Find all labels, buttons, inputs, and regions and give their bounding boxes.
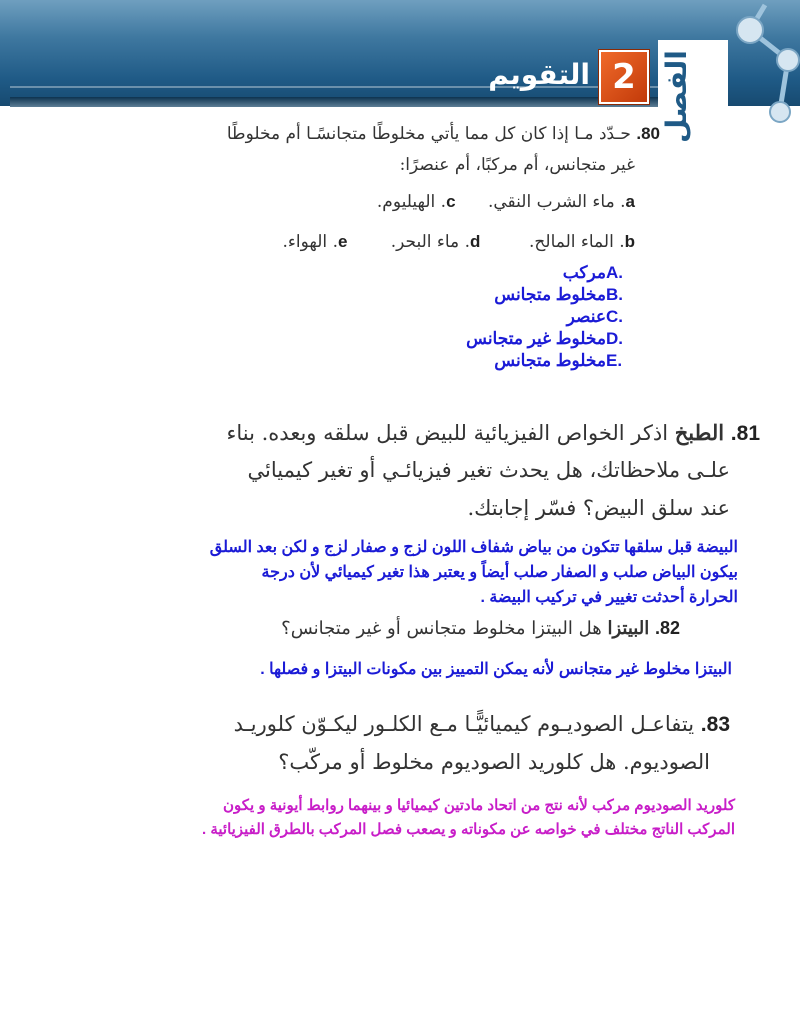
- question-80-options-row1: a. ماء الشرب النقي. c. الهيليوم.: [376, 192, 635, 212]
- question-83-line2: الصوديوم. هل كلوريد الصوديوم مخلوط أو مركّب؟: [278, 750, 710, 774]
- question-81-line3: عند سلق البيض؟ فسّر إجابتك.: [467, 496, 730, 520]
- answer-80-a: A.مركب: [562, 263, 623, 282]
- question-80-line1: 80. حـدّد مـا إذا كان كل مما يأتي مخلوطًا متجانسًـا أم مخلوطًا: [226, 124, 660, 144]
- answers-80: [466, 262, 642, 372]
- banner-shadow: [10, 97, 665, 107]
- answer-83: كلوريد الصوديوم مركب لأنه نتج من اتحاد مادتين كيميائيا و بينهما روابط أيونية و يكون المركب الناتج مختلف في خواصه عن مكوناته و يصعب فصل المركب بالطرق الفيزيائية .: [201, 797, 735, 838]
- answer-80-e: E.مخلوط متجانس: [494, 351, 623, 370]
- answer-80-b: B.مخلوط متجانس: [494, 285, 623, 304]
- question-81-line1: 81. الطبخ اذكر الخواص الفيزيائية للبيض قبل سلقه وبعده. بناء: [226, 420, 760, 445]
- answer-81: البيضة قبل سلقها تتكون من بياض شفاف اللون لزج و صفار لزج و لكن بعد السلق بيكون البياض صلب و الصفار صلب أيضاً و يعتبر هذا تغير كيميائي لأن درجة الحرارة أحدثت تغيير في تركيب البيضة .: [209, 539, 738, 606]
- answer-82: البيتزا مخلوط غير متجانس لأنه يمكن التمييز بين مكونات البيتزا و فصلها .: [260, 661, 732, 678]
- question-80-line2: غير متجانس، أم مركبًا، أم عنصرًا:: [399, 155, 635, 175]
- page-title: التقويم: [488, 58, 590, 91]
- chapter-number-badge: 2: [599, 50, 649, 104]
- answer-80-d: D.مخلوط غير متجانس: [466, 329, 623, 348]
- question-82: 82. البيتزا هل البيتزا مخلوط متجانس أو غير متجانس؟: [281, 618, 680, 639]
- chapter-label: الفصل: [660, 50, 693, 143]
- question-83-line1: 83. يتفاعـل الصوديـوم كيميائيًّـا مـع الكلـور ليكـوّن كلوريـد: [233, 712, 730, 736]
- question-80-options-row2: b. الماء المالح. d. ماء البحر. e. الهواء.: [282, 232, 635, 252]
- answer-80-c: C.عنصر: [566, 307, 623, 326]
- question-81-line2: علـى ملاحظاتك، هل يحدث تغير فيزيائـي أو تغير كيميائي: [247, 458, 730, 482]
